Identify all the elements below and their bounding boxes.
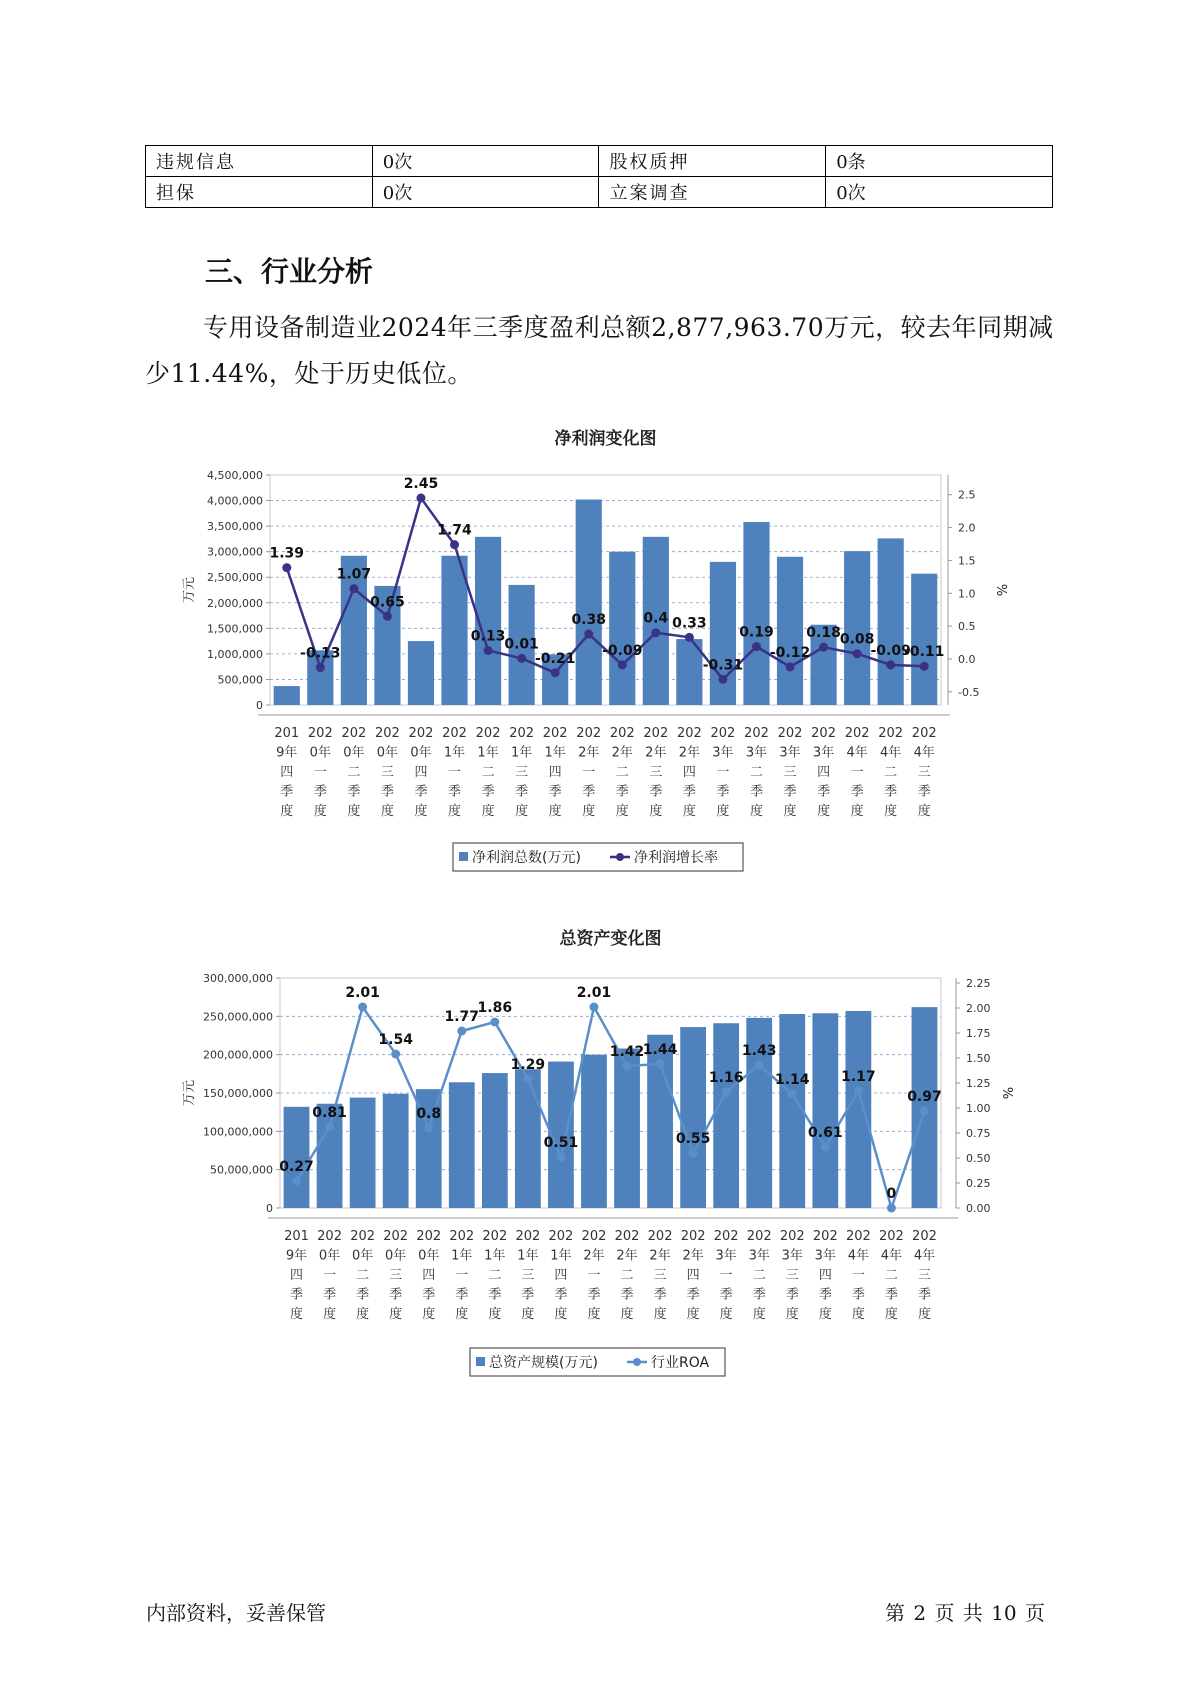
y2-tick-label: 0.0 [958, 653, 976, 666]
y2-tick-label: -0.5 [958, 685, 980, 699]
table-cell-value: 0次 [372, 177, 599, 208]
x-tick-label: 202 3年三季度 [779, 1229, 805, 1322]
net-profit-chart-svg [0, 420, 1191, 880]
analysis-paragraph: 专用设备制造业2024年三季度盈利总额2,877,963.70万元，较去年同期减少11.44%，处于历史低位。 [145, 313, 1054, 388]
y2-tick-label: 1.00 [966, 1102, 991, 1115]
total-assets-chart [0, 920, 1191, 1380]
data-point [282, 563, 291, 572]
y2-tick-label: 1.50 [966, 1052, 991, 1065]
bar [482, 1073, 508, 1208]
x-tick-label: 202 2年三季度 [643, 726, 669, 819]
x-tick-label: 202 0年三季度 [383, 1229, 409, 1322]
data-point [689, 1149, 698, 1158]
bar [743, 522, 769, 705]
data-label: -0.31 [702, 657, 744, 674]
table-cell-label: 担保 [146, 177, 373, 208]
x-tick-label: 202 0年四季度 [408, 726, 434, 819]
net-profit-chart [0, 420, 1191, 880]
x-tick-label: 201 9年四季度 [284, 1229, 309, 1322]
data-label: -0.09 [602, 642, 643, 659]
data-label: 1.16 [708, 1070, 744, 1086]
legend-bar-swatch [459, 852, 468, 861]
chart-title: 总资产变化图 [559, 929, 662, 949]
data-label: 1.17 [841, 1069, 876, 1085]
data-point [391, 1050, 400, 1059]
table-cell-label: 违规信息 [146, 146, 373, 177]
footer-note: 内部资料，妥善保管 [146, 1601, 326, 1625]
data-label: 2.01 [576, 985, 612, 1001]
data-point [490, 1018, 499, 1027]
data-label: -0.11 [904, 644, 945, 661]
bar [576, 500, 602, 705]
data-point [722, 1088, 731, 1097]
y-tick-label: 50,000,000 [210, 1163, 273, 1177]
data-label: 0.55 [675, 1131, 711, 1147]
data-point [623, 1062, 632, 1071]
data-point [349, 584, 358, 593]
data-point [424, 1124, 433, 1133]
y2-tick-label: 1.75 [966, 1027, 991, 1040]
data-label: 0.19 [739, 624, 774, 641]
x-tick-label: 202 3年四季度 [811, 726, 836, 819]
data-label: 1.44 [642, 1042, 678, 1058]
bar [383, 1094, 409, 1208]
data-point [584, 630, 593, 639]
data-label: 0.4 [643, 610, 669, 627]
data-point [854, 1087, 863, 1096]
bar [515, 1069, 541, 1208]
total-assets-chart-svg [0, 920, 1191, 1380]
y-tick-label: 0 [266, 1202, 273, 1215]
bar [614, 1049, 640, 1208]
plot-area [270, 475, 941, 705]
table-cell-value: 0次 [826, 177, 1053, 208]
data-point [819, 643, 828, 652]
data-label: 1.54 [378, 1032, 413, 1048]
data-point [484, 646, 493, 655]
bar [777, 557, 803, 705]
data-label: 0.33 [672, 615, 707, 632]
data-label: 1.86 [477, 1000, 513, 1016]
y-tick-label: 300,000,000 [203, 972, 273, 985]
data-point [821, 1143, 830, 1152]
data-point [651, 628, 660, 637]
data-label: -0.09 [870, 642, 911, 659]
section-title: 三、行业分析 [205, 255, 374, 288]
y2-tick-label: 0.25 [966, 1177, 991, 1190]
data-point [325, 1123, 334, 1132]
data-label: 1.74 [437, 522, 472, 539]
data-label: 0.38 [571, 612, 606, 629]
x-tick-label: 202 2年二季度 [614, 1229, 640, 1322]
x-tick-label: 202 0年三季度 [375, 726, 400, 819]
y-tick-label: 100,000,000 [203, 1125, 273, 1139]
data-label: -0.13 [300, 645, 341, 662]
data-point [618, 660, 627, 669]
data-label: 0.27 [279, 1159, 314, 1175]
x-tick-label: 202 0年一季度 [317, 1229, 342, 1322]
y2-tick-label: 2.5 [958, 488, 976, 502]
y2-tick-label: 0.00 [966, 1202, 991, 1215]
y-tick-label: 3,500,000 [207, 520, 263, 534]
bar [350, 1098, 376, 1208]
x-tick-label: 202 3年二季度 [744, 726, 769, 819]
data-label: 0.01 [504, 636, 539, 653]
y-tick-label: 200,000,000 [203, 1048, 273, 1062]
y2-tick-label: 2.00 [966, 1002, 991, 1015]
y2-tick-label: 2.25 [966, 977, 991, 990]
data-label: 0.81 [312, 1105, 347, 1121]
data-point [886, 660, 895, 669]
data-point [755, 1061, 764, 1070]
x-tick-label: 202 1年四季度 [542, 726, 568, 819]
y-tick-label: 2,500,000 [207, 571, 263, 585]
x-tick-label: 202 1年三季度 [509, 726, 535, 819]
y2-tick-label: 1.25 [966, 1077, 991, 1090]
data-label: 0.18 [806, 625, 841, 642]
y-tick-label: 150,000,000 [203, 1087, 273, 1100]
y-tick-label: 4,500,000 [207, 469, 263, 482]
data-label: 0.51 [543, 1135, 579, 1151]
y2-axis-label: % [993, 583, 1008, 597]
legend-bar-swatch [476, 1357, 485, 1366]
x-tick-label: 202 2年四季度 [680, 1229, 706, 1322]
y-axis-label: 万元 [182, 1079, 197, 1107]
data-point [383, 612, 392, 621]
data-point [457, 1027, 466, 1036]
y-tick-label: 500,000 [217, 673, 263, 687]
y-tick-label: 1,500,000 [207, 622, 263, 636]
data-label: 0 [886, 1186, 897, 1202]
legend-bar-label: 总资产规模(万元) [489, 1355, 598, 1371]
data-label: 0.13 [470, 628, 506, 645]
data-label: 1.77 [444, 1009, 480, 1025]
data-point [450, 540, 459, 549]
data-point [920, 1107, 929, 1116]
data-point [920, 662, 929, 671]
data-label: 0.97 [907, 1089, 942, 1105]
chart-title: 净利润变化图 [554, 429, 657, 449]
bar [609, 552, 635, 705]
x-tick-label: 202 2年二季度 [609, 726, 635, 819]
data-point [316, 663, 325, 672]
data-point [786, 662, 795, 671]
data-point [416, 494, 425, 503]
data-point [551, 668, 560, 677]
y-tick-label: 1,000,000 [207, 647, 263, 661]
data-label: 1.43 [741, 1043, 777, 1059]
data-label: 0.61 [808, 1125, 843, 1141]
data-label: 1.29 [510, 1057, 546, 1073]
data-label: -0.21 [534, 650, 576, 667]
y-tick-label: 4,000,000 [207, 494, 263, 508]
legend-line-marker [616, 853, 624, 861]
y-tick-label: 2,000,000 [207, 596, 263, 610]
bar [449, 1082, 475, 1208]
bar [284, 1107, 310, 1208]
data-label: 1.42 [609, 1044, 645, 1060]
x-tick-label: 202 4年二季度 [879, 1229, 904, 1322]
x-tick-label: 202 0年二季度 [341, 726, 367, 819]
data-label: -0.12 [769, 644, 811, 661]
x-tick-label: 202 4年一季度 [844, 726, 870, 819]
data-point [752, 642, 761, 651]
data-point [589, 1003, 598, 1012]
data-point [523, 1075, 532, 1084]
x-tick-label: 202 1年三季度 [515, 1229, 541, 1322]
y2-axis-label: % [999, 1086, 1014, 1100]
x-tick-label: 202 0年四季度 [416, 1229, 442, 1322]
x-tick-label: 201 9年四季度 [274, 726, 300, 819]
bar [408, 641, 434, 705]
y2-tick-label: 0.75 [966, 1127, 991, 1140]
bar [845, 1011, 871, 1208]
table-cell-value: 0次 [372, 146, 599, 177]
page-number: 第 2 页 共 10 页 [885, 1601, 1045, 1625]
x-tick-label: 202 1年一季度 [442, 726, 467, 819]
x-tick-label: 202 3年三季度 [777, 726, 803, 819]
x-tick-label: 202 4年三季度 [912, 1229, 937, 1322]
info-table [145, 145, 1053, 208]
x-tick-label: 202 3年二季度 [746, 1229, 772, 1322]
y2-tick-label: 0.5 [958, 620, 976, 634]
table-row [146, 177, 1053, 208]
bar [713, 1023, 739, 1208]
x-tick-label: 202 1年四季度 [548, 1229, 574, 1322]
bar [441, 556, 467, 705]
x-tick-label: 202 2年一季度 [581, 1229, 607, 1322]
bar [812, 1013, 838, 1208]
data-label: 2.01 [345, 985, 380, 1001]
y2-tick-label: 2.0 [958, 521, 976, 535]
legend-bar-label: 净利润总数(万元) [472, 850, 581, 866]
x-tick-label: 202 3年一季度 [710, 726, 736, 819]
x-tick-label: 202 2年一季度 [576, 726, 602, 819]
y-tick-label: 0 [256, 699, 263, 712]
legend-line-label: 行业ROA [651, 1355, 710, 1371]
bar [911, 574, 937, 705]
data-point [887, 1204, 896, 1213]
y2-tick-label: 0.50 [966, 1152, 991, 1165]
table-cell-label: 股权质押 [599, 146, 826, 177]
bar [274, 686, 300, 705]
data-label: 0.8 [416, 1106, 442, 1122]
x-tick-label: 202 1年二季度 [482, 1229, 508, 1322]
x-tick-label: 202 4年二季度 [878, 726, 904, 819]
x-tick-label: 202 1年一季度 [449, 1229, 475, 1322]
bar [878, 538, 904, 705]
x-tick-label: 202 2年三季度 [647, 1229, 673, 1322]
data-point [517, 654, 526, 663]
y-axis-label: 万元 [182, 576, 197, 604]
table-cell-label: 立案调查 [599, 177, 826, 208]
data-point [788, 1090, 797, 1099]
legend-line-marker [633, 1358, 641, 1366]
data-point [718, 675, 727, 684]
x-tick-label: 202 0年二季度 [350, 1229, 376, 1322]
bar [680, 1027, 706, 1208]
data-point [656, 1060, 665, 1069]
y-tick-label: 3,000,000 [207, 545, 263, 559]
data-point [853, 649, 862, 658]
x-tick-label: 202 1年二季度 [475, 726, 501, 819]
data-label: 1.07 [336, 566, 372, 583]
x-tick-label: 202 4年一季度 [845, 1229, 871, 1322]
bar [779, 1014, 805, 1208]
table-row [146, 146, 1053, 177]
data-point [685, 633, 694, 642]
x-tick-label: 202 4年三季度 [911, 726, 937, 819]
data-point [556, 1153, 565, 1162]
data-label: 1.14 [775, 1072, 810, 1088]
legend-line-label: 净利润增长率 [634, 850, 718, 866]
x-tick-label: 202 2年四季度 [676, 726, 702, 819]
x-tick-label: 202 3年四季度 [812, 1229, 838, 1322]
y-tick-label: 250,000,000 [203, 1010, 273, 1024]
bar [581, 1055, 607, 1208]
bar [844, 551, 870, 705]
data-point [358, 1003, 367, 1012]
data-point [292, 1177, 301, 1186]
data-label: 1.39 [269, 545, 305, 562]
x-tick-label: 202 0年一季度 [307, 726, 333, 819]
data-label: 0.08 [839, 631, 875, 648]
x-tick-label: 202 3年一季度 [713, 1229, 739, 1322]
data-label: 2.45 [403, 476, 439, 492]
y2-tick-label: 1.0 [958, 587, 976, 601]
data-label: 0.65 [370, 594, 405, 611]
y2-tick-label: 1.5 [958, 554, 976, 568]
table-cell-value: 0条 [826, 146, 1053, 177]
